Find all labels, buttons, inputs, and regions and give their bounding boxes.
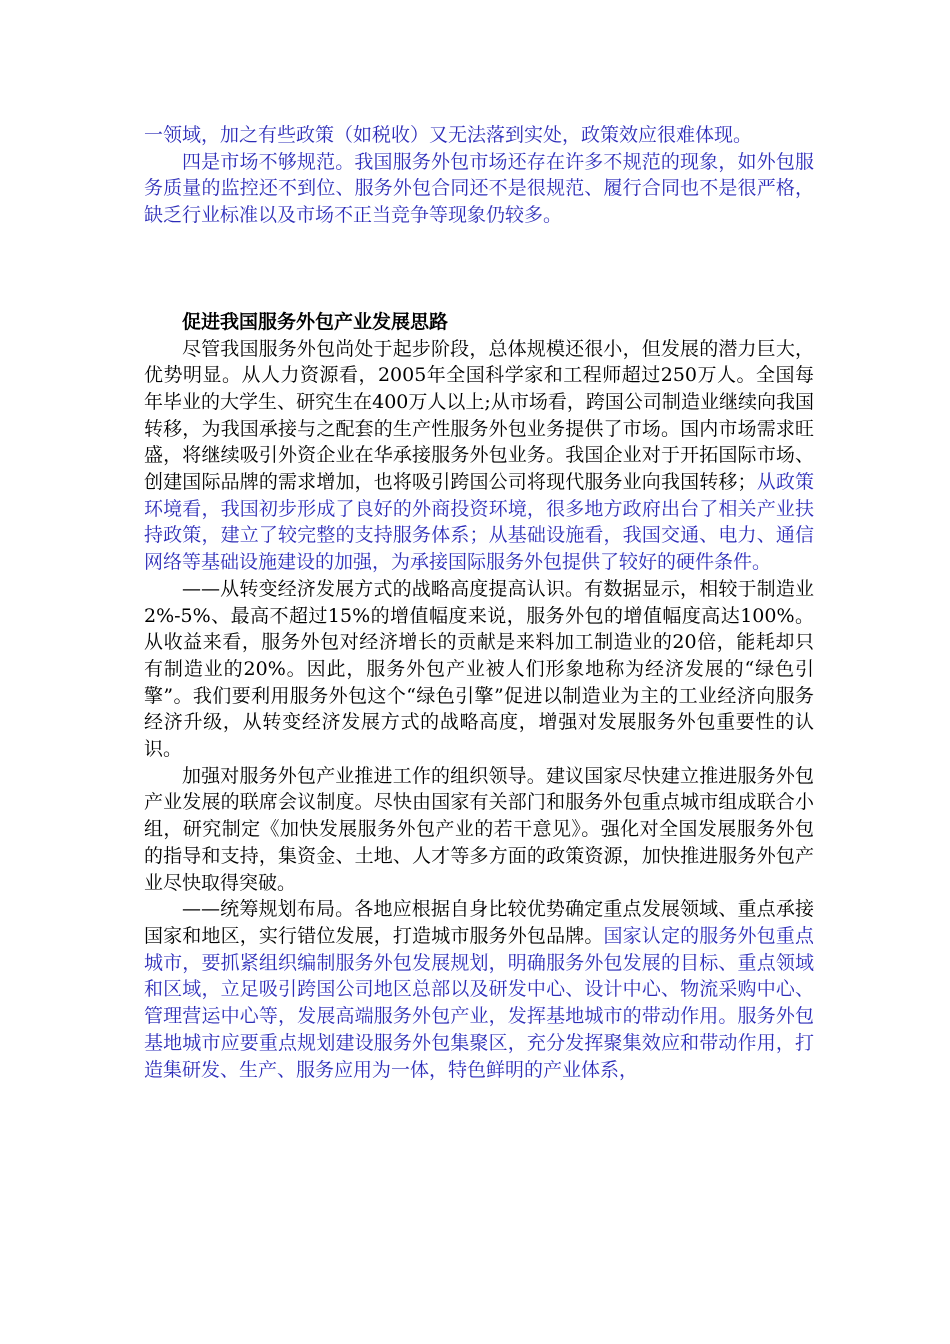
paragraph-planning-text: ——统筹规划布局。各地应根据自身比较优势确定重点发展领域、重点承接国家和地区，实行错位发展，打造城市服务外包品牌。 [144, 898, 814, 947]
document-page [144, 122, 814, 1083]
paragraph-planning-highlight: 国家认定的服务外包重点城市，要抓紧组织编制服务外包发展规划，明确服务外包发展的目标、重点领域和区域，立足吸引跨国公司地区总部以及研发中心、设计中心、物流采购中心、管理营运中心等，发展高端服务外包产业，发挥基地城市的带动作用。服务外包基地城市应要重点规划建设服务外包集聚区，充分发挥聚集效应和带动作用，打造集研发、生产、服务应用为一体，特色鲜明的产业体系， [144, 924, 814, 1081]
section-heading: 促进我国服务外包产业发展思路 [182, 310, 449, 333]
paragraph-policy-effect: 一领域，加之有些政策（如税收）又无法落到实处，政策效应很难体现。 [144, 124, 753, 146]
paragraph-leadership: 加强对服务外包产业推进工作的组织领导。建议国家尽快建立推进服务外包产业发展的联席会议制度。尽快由国家有关部门和服务外包重点城市组成联合小组，研究制定《加快发展服务外包产业的若干意见》。强化对全国发展服务外包的指导和支持，集资金、土地、人才等多方面的政策资源，加快推进服务外包产业尽快取得突破。 [144, 764, 814, 894]
paragraph-potential-highlight: 从政策环境看，我国初步形成了良好的外商投资环境，很多地方政府出台了相关产业扶持政策，建立了较完整的支持服务体系；从基础设施看，我国交通、电力、通信网络等基础设施建设的加强，为承接国际服务外包提供了较好的硬件条件。 [144, 471, 814, 574]
paragraph-market-norms: 四是市场不够规范。我国服务外包市场还存在许多不规范的现象，如外包服务质量的监控还不到位、服务外包合同还不是很规范、履行合同也不是很严格，缺乏行业标准以及市场不正当竞争等现象仍较多。 [144, 150, 814, 227]
paragraph-potential-text: 尽管我国服务外包尚处于起步阶段，总体规模还很小，但发展的潜力巨大，优势明显。从人力资源看，2005年全国科学家和工程师超过250万人。全国每年毕业的大学生、研究生在400万人以上;从市场看，跨国公司制造业继续向我国转移，为我国承接与之配套的生产性服务外包业务提供了市场。国内市场需求旺盛，将继续吸引外资企业在华承接服务外包业务。我国企业对于开拓国际市场、创建国际品牌的需求增加，也将吸引跨国公司将现代服务业向我国转移； [144, 337, 814, 494]
paragraph-potential [144, 336, 814, 576]
paragraph-planning [144, 896, 814, 1083]
paragraph-strategy: ——从转变经济发展方式的战略高度提高认识。有数据显示，相较于制造业2%-5%、最高不超过15%的增值幅度来说，服务外包的增值幅度高达100%。从收益来看，服务外包对经济增长的贡献是来料加工制造业的20倍，能耗却只有制造业的20%。因此，服务外包产业被人们形象地称为经济发展的“绿色引擎”。我们要利用服务外包这个“绿色引擎”促进以制造业为主的工业经济向服务经济升级，从转变经济发展方式的战略高度，增强对发展服务外包重要性的认识。 [144, 577, 814, 761]
